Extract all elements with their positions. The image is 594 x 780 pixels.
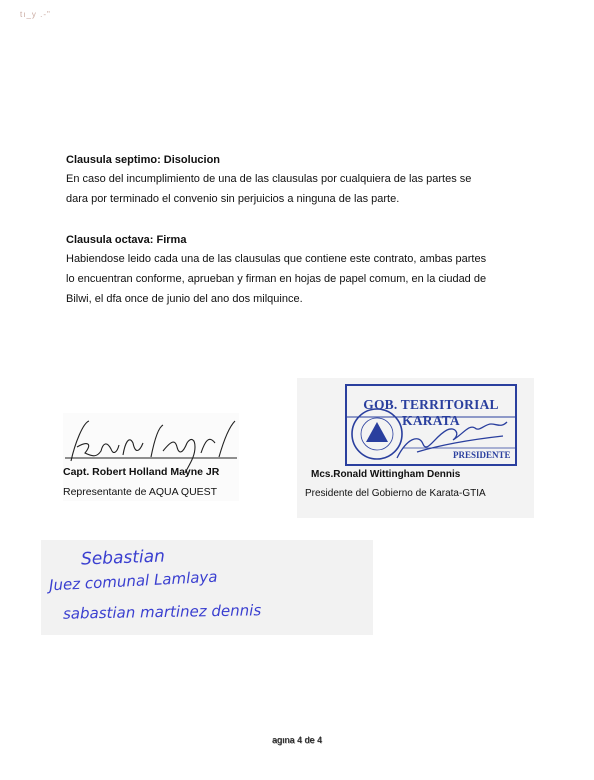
signature-block-karata bbox=[297, 378, 534, 518]
signer-name: Capt. Robert Holland Mayne JR bbox=[63, 466, 220, 478]
handwritten-line: Juez comunal Lamlaya bbox=[48, 567, 218, 595]
clause-heading: Clausula octava: Firma bbox=[66, 234, 187, 246]
clause-seventh bbox=[66, 153, 515, 209]
stamp-title: GOB. TERRITORIAL KARATA bbox=[363, 397, 499, 428]
clause-eighth bbox=[66, 233, 515, 309]
clause-line: dara por terminado el convenio sin perjuicios a ninguna de las parte. bbox=[66, 193, 400, 205]
clause-line: En caso del incumplimiento de una de las clausulas por cualquiera de las partes se bbox=[66, 173, 472, 185]
clause-line: lo encuentran conforme, aprueban y firman en hojas de papel comum, en la ciudad de bbox=[66, 273, 487, 285]
clause-heading: Clausula septimo: Disolucion bbox=[66, 154, 221, 166]
page-number-label: agına 4 de 4 bbox=[271, 735, 323, 745]
signer-role: Presidente del Gobierno de Karata-GTIA bbox=[305, 488, 486, 499]
signature-block-aqua-quest bbox=[63, 413, 239, 501]
signer-name: Mcs.Ronald Wittingham Dennis bbox=[311, 469, 461, 480]
signer-role: Representante de AQUA QUEST bbox=[63, 486, 218, 498]
handwritten-line: sabastian martinez dennis bbox=[62, 601, 262, 623]
clause-line: Habiendose leido cada una de las clausulas que contiene este contrato, ambas partes bbox=[66, 253, 487, 265]
handwritten-line: Sebastian bbox=[80, 546, 166, 570]
handwritten-witness-note bbox=[41, 540, 373, 635]
stamp-subtitle: PRESIDENTE bbox=[453, 450, 511, 460]
clause-line: Bilwi, el dfa once de junio del ano dos milquince. bbox=[66, 293, 303, 305]
page-number bbox=[0, 735, 594, 745]
corner-mark: tı_y .-" bbox=[20, 10, 51, 19]
